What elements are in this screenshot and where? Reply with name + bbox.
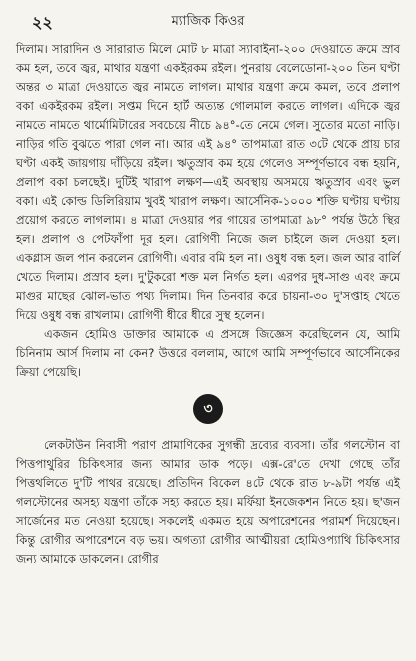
body-paragraph: একজন হোমিও ডাক্তার আমাকে এ প্রসঙ্গে জিজ্ঞেস করেছিলেন যে, আমি চিনিনাম আর্স দিলাম না কেন? উত্তরে বললাম, আগে আমি সম্পূর্ণভাবে আর্সেনিকের ক্রিয়া পেয়েছি। <box>16 327 400 379</box>
section-number-badge <box>193 394 223 424</box>
page-header <box>16 0 400 40</box>
running-title: ম্যাজিক কিওর <box>171 14 245 29</box>
section-number: ৩ <box>203 401 213 417</box>
body-paragraph: দিলাম। সারাদিন ও সারারাত মিলে মোট ৮ মাত্রা স্যাবাইনা-২০০ দেওয়াতে ক্রমে স্রাব কম হল, তবে জ্বর, মাথার যন্ত্রণা একইরকম রইল। পুনরায় বেলেডোনা-২০০ তিন ঘণ্টা অন্তর ৩ মাত্রা দেওয়াতে জ্বর নামতে লাগল। মাথার যন্ত্রণা ক্রমে কমল, তবে প্রলাপ বকা একইরকম রইল। সপ্তম দিনে হার্ট অত্যন্ত গোলমাল করতে লাগল। এদিকে জ্বর নামতে নামতে থার্মোমিটারের সবচেয়ে নীচে ৯৪°-তে নেমে গেল। সুতোর মতো নাড়ি। নাড়ির গতি বুঝতে পারা গেল না। আর এই ৯৪° তাপমাত্রা রাত ৩টে থেকে প্রায় চার ঘণ্টা একই জায়গায় দাঁড়িয়ে রইল। ঋতুস্রাব কম হয়ে গেলেও সম্পূর্ণভাবে বন্ধ হয়নি, প্রলাপ বকা চলছেই। দুটিই খারাপ লক্ষণ—এই অবস্থায় অসময়ে ঋতুস্রাব এবং ভুল বকা। এই কোল্ড ডিলিরিয়াম খুবই খারাপ লক্ষণ। আর্সেনিক-১০০০ শক্তি ঘণ্টায় ঘণ্টায় প্রয়োগ করতে লাগলাম। ৪ মাত্রা দেওয়ার পর গায়ের তাপমাত্রা ৯৮° পর্যন্ত উঠে স্থির হল। প্রলাপ ও পেটফাঁপা দূর হল। রোগিণী নিজে জল চাইলে জল দেওয়া হল। একগ্লাস জল পান করলেন রোগিণী। এবার বমি হল না। ওষুধ বন্ধ হল। জল আর বার্লি খেতে দিলাম। প্রস্রাব হল। দু'টুকরো শক্ত মল নির্গত হল। এরপর দুধ-সাগু এবং ক্রমে মাগুর মাছের ঝোল-ভাত পথ্য দিলাম। দিন তিনবার করে চায়না-৩০ দু'সপ্তাহ খেতে দিয়ে ওষুধ বন্ধ রাখলাম। রোগিণী ধীরে ধীরে সুস্থ হলেন। <box>16 42 400 322</box>
page-number: ২২ <box>32 13 53 32</box>
section-paragraph: লেকটাউন নিবাসী পরাণ প্রামাণিকের সুগন্ধী দ্রব্যের ব্যবসা। তাঁর গলস্টোন বা পিত্তপাথুরির চিকিৎসার জন্য আমার ডাক পড়ে। এক্স-রে'তে দেখা গেছে তাঁর পিত্তথলিতে দু'টি পাথর রয়েছে। প্রতিদিন বিকেল ৪টে থেকে রাত ৮-৯টা পর্যন্ত এই গলস্টোনের অসহ্য যন্ত্রণা তাঁকে সহ্য করতে হয়। মর্ফিয়া ইনজেকশন নিতে হয়। ছ'জন সার্জেনের মত নেওয়া হয়েছে। সকলেই একমত হয়ে অপারেশনের পরামর্শ দিয়েছেন। কিন্তু রোগীর অপারেশনে বড় ভয়। অগত্যা রোগীর আত্মীয়রা হোমিওপ্যাথি চিকিৎসার জন্য আমাকে ডাকলেন। রোগীর <box>16 438 400 566</box>
page-body <box>16 40 400 569</box>
